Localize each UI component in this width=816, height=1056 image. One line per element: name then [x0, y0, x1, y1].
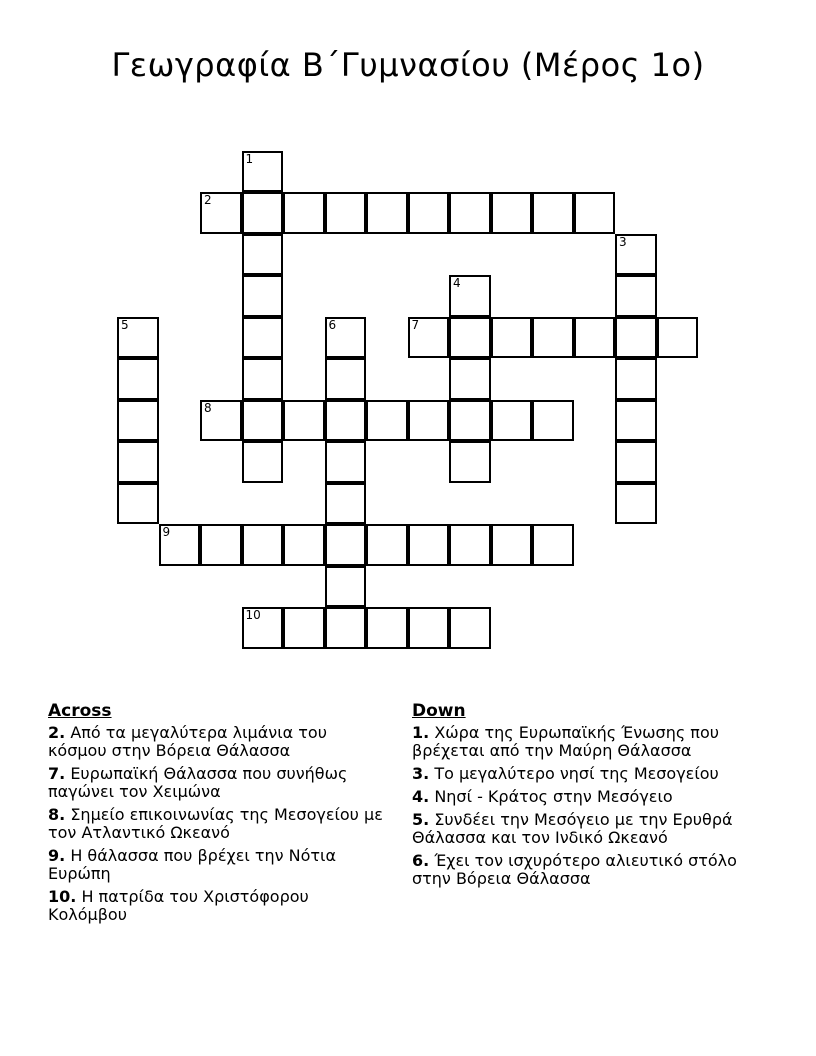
- down-clues: [412, 702, 752, 893]
- crossword-cell[interactable]: [242, 400, 284, 442]
- crossword-cell[interactable]: [242, 317, 284, 359]
- crossword-cell[interactable]: [615, 234, 657, 276]
- crossword-cell[interactable]: [449, 192, 491, 234]
- clue-number: 5.: [412, 810, 430, 829]
- crossword-cell[interactable]: [491, 524, 533, 566]
- crossword-cell[interactable]: [449, 317, 491, 359]
- crossword-cell[interactable]: [242, 275, 284, 317]
- crossword-cell[interactable]: [242, 607, 284, 649]
- crossword-cell[interactable]: [366, 607, 408, 649]
- crossword-cell[interactable]: [283, 400, 325, 442]
- down-heading: Down: [412, 701, 466, 721]
- crossword-cell[interactable]: [366, 192, 408, 234]
- crossword-cell[interactable]: [657, 317, 699, 359]
- crossword-cell[interactable]: [532, 317, 574, 359]
- crossword-cell[interactable]: [325, 317, 367, 359]
- crossword-cell[interactable]: [283, 607, 325, 649]
- crossword-cell[interactable]: [242, 151, 284, 193]
- crossword-cell[interactable]: [408, 317, 450, 359]
- crossword-cell[interactable]: [615, 441, 657, 483]
- down-clue: [412, 765, 752, 783]
- crossword-cell[interactable]: [325, 607, 367, 649]
- crossword-cell[interactable]: [408, 607, 450, 649]
- down-clue: [412, 811, 752, 847]
- clue-number: 2.: [48, 723, 66, 742]
- crossword-cell[interactable]: [117, 358, 159, 400]
- clue-text: Συνδέει την Μεσόγειο με την Ερυθρά Θάλασσα και τον Ινδικό Ωκεανό: [412, 810, 733, 847]
- clue-text: Η πατρίδα του Χριστόφορου Κολόμβου: [48, 887, 309, 924]
- cell-number: 3: [619, 234, 627, 249]
- crossword-cell[interactable]: [491, 317, 533, 359]
- crossword-cell[interactable]: [200, 400, 242, 442]
- crossword-cell[interactable]: [283, 192, 325, 234]
- crossword-cell[interactable]: [449, 275, 491, 317]
- crossword-cell[interactable]: [242, 441, 284, 483]
- cell-number: 4: [453, 276, 461, 290]
- clue-number: 10.: [48, 887, 77, 906]
- crossword-cell[interactable]: [615, 358, 657, 400]
- clue-text: Νησί - Κράτος στην Μεσόγειο: [434, 787, 673, 806]
- crossword-cell[interactable]: [366, 524, 408, 566]
- crossword-cell[interactable]: [532, 192, 574, 234]
- page-title: Γεωγραφία Β΄Γυμνασίου (Μέρος 1ο): [111, 46, 705, 84]
- crossword-cell[interactable]: [159, 524, 201, 566]
- crossword-cell[interactable]: [325, 441, 367, 483]
- down-clue: [412, 724, 752, 760]
- crossword-cell[interactable]: [615, 275, 657, 317]
- cell-number: 2: [204, 193, 212, 207]
- crossword-cell[interactable]: [242, 192, 284, 234]
- cell-number: 9: [162, 525, 171, 539]
- crossword-cell[interactable]: [117, 317, 159, 359]
- crossword-cell[interactable]: [532, 400, 574, 442]
- crossword-cell[interactable]: [408, 400, 450, 442]
- cell-number: 8: [204, 400, 212, 415]
- crossword-cell[interactable]: [325, 192, 367, 234]
- clue-number: 3.: [412, 764, 430, 783]
- crossword-cell[interactable]: [449, 358, 491, 400]
- down-clue: [412, 852, 752, 888]
- clue-text: Σημείο επικοινωνίας της Μεσογείου με τον Ατλαντικό Ωκεανό: [48, 805, 383, 842]
- crossword-cell[interactable]: [532, 524, 574, 566]
- crossword-cell[interactable]: [408, 192, 450, 234]
- crossword-cell[interactable]: [491, 400, 533, 442]
- clue-text: Χώρα της Ευρωπαϊκής Ένωσης που βρέχεται από την Μαύρη Θάλασσα: [412, 723, 719, 760]
- down-clue: [412, 788, 752, 806]
- across-clue: [48, 806, 388, 842]
- crossword-cell[interactable]: [117, 400, 159, 442]
- crossword-cell[interactable]: [242, 234, 284, 276]
- crossword-cell[interactable]: [408, 524, 450, 566]
- crossword-cell[interactable]: [325, 358, 367, 400]
- clue-number: 1.: [412, 723, 430, 742]
- across-heading: Across: [48, 701, 112, 721]
- crossword-cell[interactable]: [449, 400, 491, 442]
- across-clues: [48, 702, 388, 929]
- crossword-cell[interactable]: [242, 524, 284, 566]
- crossword-cell[interactable]: [117, 441, 159, 483]
- crossword-cell[interactable]: [366, 400, 408, 442]
- across-clue: [48, 888, 388, 924]
- across-clue: [48, 847, 388, 883]
- crossword-cell[interactable]: [325, 566, 367, 608]
- clue-number: 9.: [48, 846, 66, 865]
- cell-number: 10: [245, 608, 261, 622]
- crossword-cell[interactable]: [615, 317, 657, 359]
- clue-text: Από τα μεγαλύτερα λιμάνια του κόσμου στην Βόρεια Θάλασσα: [48, 723, 327, 760]
- crossword-cell[interactable]: [574, 192, 616, 234]
- cell-number: 7: [411, 317, 420, 332]
- crossword-cell[interactable]: [200, 524, 242, 566]
- crossword-cell[interactable]: [242, 358, 284, 400]
- crossword-cell[interactable]: [200, 192, 242, 234]
- clue-text: Το μεγαλύτερο νησί της Μεσογείου: [434, 764, 719, 783]
- across-clue: [48, 724, 388, 760]
- crossword-cell[interactable]: [449, 441, 491, 483]
- clue-number: 8.: [48, 805, 66, 824]
- cell-number: 5: [121, 317, 129, 332]
- clue-text: Ευρωπαϊκή Θάλασσα που συνήθως παγώνει τον Χειμώνα: [48, 764, 348, 801]
- crossword-cell[interactable]: [325, 524, 367, 566]
- crossword-cell[interactable]: [449, 524, 491, 566]
- across-clue: [48, 765, 388, 801]
- crossword-cell[interactable]: [574, 317, 616, 359]
- crossword-cell[interactable]: [615, 400, 657, 442]
- crossword-cell[interactable]: [491, 192, 533, 234]
- clue-text: Έχει τον ισχυρότερο αλιευτικό στόλο στην Βόρεια Θάλασσα: [412, 851, 737, 888]
- crossword-cell[interactable]: [325, 400, 367, 442]
- cell-number: 1: [245, 151, 254, 166]
- cell-number: 6: [328, 317, 337, 332]
- crossword-cell[interactable]: [325, 483, 367, 525]
- clue-number: 4.: [412, 787, 430, 806]
- crossword-cell[interactable]: [449, 607, 491, 649]
- clue-number: 6.: [412, 851, 430, 870]
- clue-number: 7.: [48, 764, 66, 783]
- crossword-cell[interactable]: [615, 483, 657, 525]
- crossword-cell[interactable]: [117, 483, 159, 525]
- crossword-cell[interactable]: [283, 524, 325, 566]
- clue-text: Η θάλασσα που βρέχει την Νότια Ευρώπη: [48, 846, 337, 883]
